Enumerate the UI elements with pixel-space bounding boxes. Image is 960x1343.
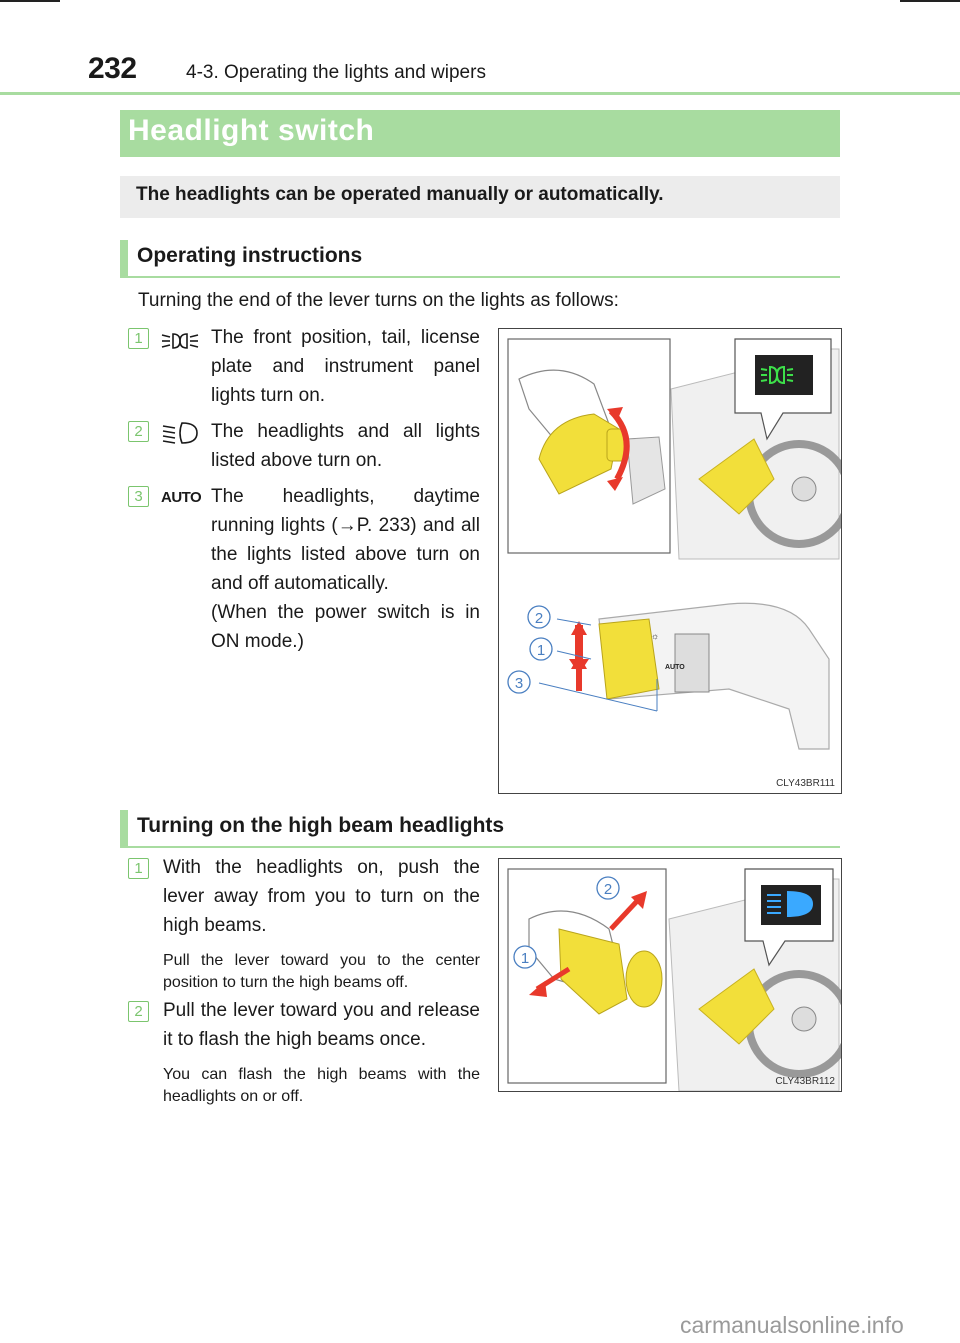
figure-code-2: CLY43BR112 [775,1076,835,1087]
callout-1: 1 [536,642,546,659]
lever-figure-1 [498,328,842,794]
high-beam-item-2-text: Pull the lever toward you and release it to flash the high beams once. [163,1000,480,1050]
page-header [0,0,960,96]
high-beam-heading-text: Turning on the high beam headlights [137,814,505,837]
item-number-1: 1 [128,328,149,349]
operating-lead: Turning the end of the lever turns on the lights as follows: [138,290,619,311]
callout-3: 3 [514,675,524,692]
section-title: 4-3. Operating the lights and wipers [186,62,486,83]
high-beam-number-2: 2 [128,1001,149,1022]
lever-end-yellow [599,619,659,699]
watermark: carmanualsonline.info [680,1312,904,1338]
item-number-2: 2 [128,421,149,442]
page-title-bar [120,110,840,157]
item-3-text: The headlights, daytime running lights (→P. 233) and all the lights listed above turn on and off automatically. [211,486,480,594]
lever-auto-text: AUTO [665,664,685,671]
hb-callout-2: 2 [603,881,613,898]
high-beam-item-1-text: With the headlights on, push the lever away from you to turn on the high beams. [163,857,480,936]
lever-illustration-2 [499,859,841,1091]
page-title: Headlight switch [128,114,375,147]
position-lights-icon [160,330,200,352]
item-1-text: The front position, tail, license plate and instrument panel lights turn on. [211,327,480,406]
intro-text: The headlights can be operated manually or automatically. [136,184,664,205]
header-rule [0,92,960,95]
callout-2: 2 [534,610,544,627]
high-beam-item-1-note: Pull the lever toward you to the center position to turn the high beams off. [163,952,480,991]
page-number: 232 [88,52,137,85]
item-3-note: (When the power switch is in ON mode.) [211,602,480,652]
item-number-3: 3 [128,486,149,507]
svg-text:☼: ☼ [651,631,660,641]
high-beam-number-1: 1 [128,858,149,879]
figure-code-1: CLY43BR111 [776,778,835,789]
high-beam-heading [120,810,840,848]
operating-heading-text: Operating instructions [137,244,363,267]
operating-heading [120,240,840,278]
hb-callout-1: 1 [520,950,530,967]
headlight-low-beam-icon [160,420,200,446]
high-beam-item-2-note: You can flash the high beams with the headlights on or off. [163,1066,480,1105]
auto-label: AUTO [161,489,202,506]
lever-figure-2 [498,858,842,1092]
intro-box [120,176,840,218]
lever-illustration-1 [499,329,841,793]
item-2-text: The headlights and all lights listed above turn on. [211,421,480,471]
